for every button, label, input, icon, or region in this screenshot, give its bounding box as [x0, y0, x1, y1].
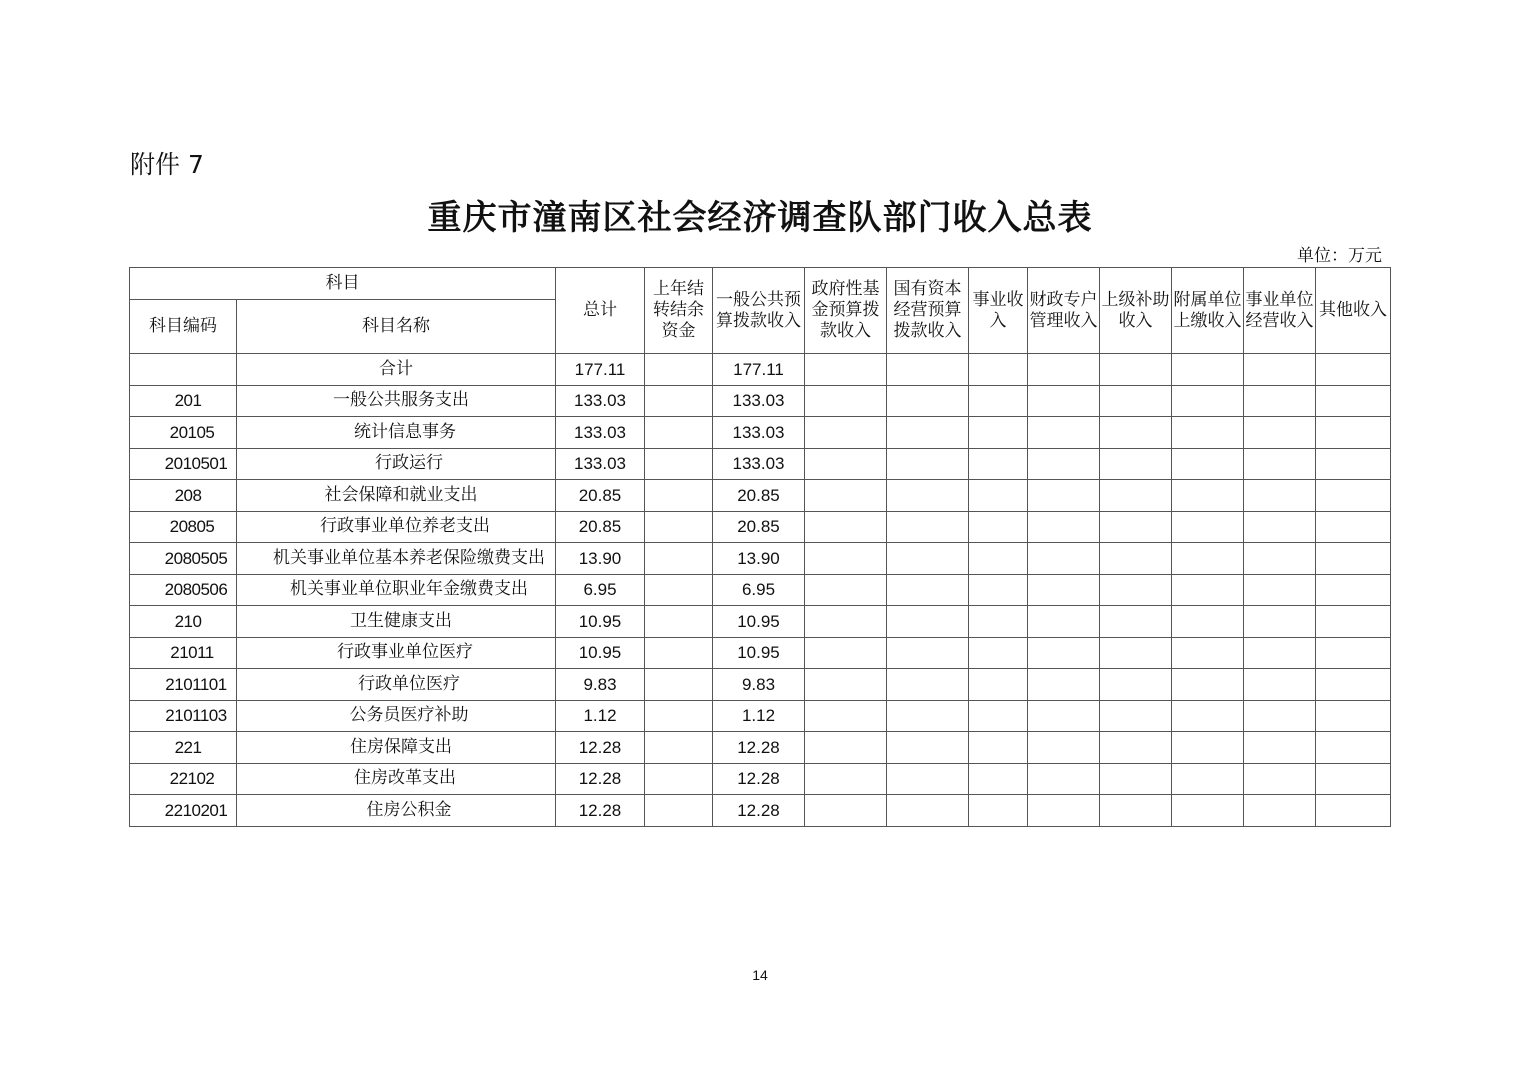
- empty-cell: [1244, 637, 1316, 669]
- table-row: [130, 511, 1391, 543]
- empty-cell: [1100, 574, 1172, 606]
- empty-cell: [969, 385, 1028, 417]
- attachment-label: 附件 7: [130, 150, 204, 179]
- general-budget-cell: 133.03: [713, 385, 805, 417]
- total-cell: 12.28: [556, 732, 645, 764]
- empty-cell: [1316, 669, 1391, 701]
- table-row: [130, 637, 1391, 669]
- general-budget-cell: 12.28: [713, 795, 805, 827]
- table-row: [130, 700, 1391, 732]
- subject-name: 住房保障支出: [237, 732, 556, 764]
- empty-cell: [805, 606, 887, 638]
- empty-cell: [645, 354, 713, 386]
- empty-cell: [1244, 543, 1316, 575]
- empty-cell: [1100, 606, 1172, 638]
- empty-cell: [1100, 511, 1172, 543]
- table-row: [130, 385, 1391, 417]
- general-budget-cell: 10.95: [713, 606, 805, 638]
- empty-cell: [645, 574, 713, 606]
- empty-cell: [1316, 700, 1391, 732]
- subject-code: 208: [130, 480, 237, 512]
- table-row: [130, 795, 1391, 827]
- col-header-gov-fund: 政府性基金预算拨款收入: [805, 268, 887, 354]
- empty-cell: [887, 354, 969, 386]
- total-label: 合计: [237, 354, 556, 386]
- subject-name: 住房改革支出: [237, 763, 556, 795]
- empty-cell: [969, 354, 1028, 386]
- empty-cell: [1028, 763, 1100, 795]
- col-header-affiliated-turnover: 附属单位上缴收入: [1172, 268, 1244, 354]
- table-row: [130, 732, 1391, 764]
- general-budget-cell: 133.03: [713, 448, 805, 480]
- empty-cell: [1316, 417, 1391, 449]
- empty-cell: [805, 480, 887, 512]
- empty-cell: [1316, 606, 1391, 638]
- code-header: 科目编码: [130, 300, 237, 354]
- total-cell: 6.95: [556, 574, 645, 606]
- total-cell: 13.90: [556, 543, 645, 575]
- empty-cell: [805, 448, 887, 480]
- subject-name: 行政单位医疗: [237, 669, 556, 701]
- total-cell: 9.83: [556, 669, 645, 701]
- empty-cell: [1028, 385, 1100, 417]
- empty-cell: [1316, 354, 1391, 386]
- subject-code: 2101103: [130, 700, 237, 732]
- empty-cell: [1028, 354, 1100, 386]
- empty-cell: [805, 732, 887, 764]
- empty-cell: [645, 543, 713, 575]
- empty-cell: [1172, 417, 1244, 449]
- general-budget-cell: 20.85: [713, 480, 805, 512]
- empty-cell: [805, 637, 887, 669]
- empty-cell: [1316, 763, 1391, 795]
- subject-code: 20805: [130, 511, 237, 543]
- total-total-cell: 177.11: [556, 354, 645, 386]
- empty-cell: [1316, 574, 1391, 606]
- empty-cell: [969, 606, 1028, 638]
- general-budget-cell: 9.83: [713, 669, 805, 701]
- empty-cell: [1028, 480, 1100, 512]
- unit-label: 单位：万元: [1297, 246, 1382, 266]
- empty-cell: [1244, 669, 1316, 701]
- table-row: [130, 480, 1391, 512]
- total-cell: 20.85: [556, 511, 645, 543]
- empty-cell: [805, 511, 887, 543]
- empty-cell: [969, 669, 1028, 701]
- subject-code: 22102: [130, 763, 237, 795]
- subject-name: 社会保障和就业支出: [237, 480, 556, 512]
- empty-cell: [1316, 637, 1391, 669]
- empty-cell: [645, 511, 713, 543]
- subject-code: 20105: [130, 417, 237, 449]
- subject-name: 一般公共服务支出: [237, 385, 556, 417]
- empty-cell: [1172, 606, 1244, 638]
- subject-code: 201: [130, 385, 237, 417]
- empty-cell: [887, 606, 969, 638]
- empty-cell: [887, 795, 969, 827]
- empty-cell: [1100, 385, 1172, 417]
- subject-code: 2080506: [130, 574, 237, 606]
- empty-cell: [969, 700, 1028, 732]
- table-row: [130, 669, 1391, 701]
- table-row: [130, 574, 1391, 606]
- empty-cell: [645, 669, 713, 701]
- empty-cell: [1100, 669, 1172, 701]
- empty-cell: [645, 385, 713, 417]
- empty-cell: [805, 417, 887, 449]
- col-header-operating-income: 事业单位经营收入: [1244, 268, 1316, 354]
- empty-cell: [969, 511, 1028, 543]
- empty-cell: [887, 448, 969, 480]
- subject-code: 2101101: [130, 669, 237, 701]
- total-cell: 12.28: [556, 795, 645, 827]
- subject-name: 统计信息事务: [237, 417, 556, 449]
- empty-cell: [887, 574, 969, 606]
- empty-cell: [887, 480, 969, 512]
- general-budget-cell: 20.85: [713, 511, 805, 543]
- total-cell: 12.28: [556, 763, 645, 795]
- empty-cell: [887, 732, 969, 764]
- empty-cell: [1100, 637, 1172, 669]
- empty-cell: [1244, 732, 1316, 764]
- empty-cell: [1172, 732, 1244, 764]
- income-summary-table: [129, 267, 1391, 827]
- empty-cell: [1316, 795, 1391, 827]
- total-cell: 133.03: [556, 448, 645, 480]
- empty-cell: [1244, 606, 1316, 638]
- empty-cell: [645, 480, 713, 512]
- header-row-1: [130, 268, 1391, 300]
- subject-code: 2210201: [130, 795, 237, 827]
- subject-name: 公务员医疗补助: [237, 700, 556, 732]
- col-header-superior-subsidy: 上级补助收入: [1100, 268, 1172, 354]
- empty-cell: [1028, 637, 1100, 669]
- general-budget-cell: 1.12: [713, 700, 805, 732]
- table-row: [130, 763, 1391, 795]
- general-budget-cell: 133.03: [713, 417, 805, 449]
- total-cell: 1.12: [556, 700, 645, 732]
- empty-cell: [1100, 448, 1172, 480]
- empty-cell: [1100, 354, 1172, 386]
- total-code-cell: [130, 354, 237, 386]
- empty-cell: [1244, 354, 1316, 386]
- empty-cell: [969, 574, 1028, 606]
- empty-cell: [805, 543, 887, 575]
- empty-cell: [1100, 543, 1172, 575]
- empty-cell: [1028, 669, 1100, 701]
- empty-cell: [805, 700, 887, 732]
- empty-cell: [1172, 669, 1244, 701]
- empty-cell: [805, 795, 887, 827]
- empty-cell: [1172, 795, 1244, 827]
- empty-cell: [887, 417, 969, 449]
- empty-cell: [1244, 480, 1316, 512]
- empty-cell: [1244, 511, 1316, 543]
- empty-cell: [887, 700, 969, 732]
- empty-cell: [1172, 543, 1244, 575]
- empty-cell: [1244, 700, 1316, 732]
- table-row: [130, 543, 1391, 575]
- empty-cell: [887, 511, 969, 543]
- subject-name: 住房公积金: [237, 795, 556, 827]
- empty-cell: [1172, 480, 1244, 512]
- empty-cell: [1172, 637, 1244, 669]
- general-budget-cell: 6.95: [713, 574, 805, 606]
- general-budget-cell: 12.28: [713, 732, 805, 764]
- empty-cell: [887, 763, 969, 795]
- col-header-state-capital: 国有资本经营预算拨款收入: [887, 268, 969, 354]
- empty-cell: [1172, 448, 1244, 480]
- total-cell: 10.95: [556, 606, 645, 638]
- empty-cell: [645, 448, 713, 480]
- empty-cell: [887, 669, 969, 701]
- empty-cell: [1244, 448, 1316, 480]
- empty-cell: [645, 732, 713, 764]
- empty-cell: [969, 795, 1028, 827]
- empty-cell: [1100, 732, 1172, 764]
- empty-cell: [1100, 700, 1172, 732]
- general-budget-cell: 12.28: [713, 763, 805, 795]
- empty-cell: [969, 732, 1028, 764]
- empty-cell: [887, 543, 969, 575]
- empty-cell: [805, 385, 887, 417]
- total-row: [130, 354, 1391, 386]
- empty-cell: [969, 637, 1028, 669]
- subject-name: 机关事业单位基本养老保险缴费支出: [237, 543, 556, 575]
- empty-cell: [805, 669, 887, 701]
- empty-cell: [645, 700, 713, 732]
- empty-cell: [1028, 448, 1100, 480]
- empty-cell: [1028, 732, 1100, 764]
- empty-cell: [805, 354, 887, 386]
- empty-cell: [1028, 574, 1100, 606]
- empty-cell: [645, 763, 713, 795]
- subject-code: 210: [130, 606, 237, 638]
- empty-cell: [969, 543, 1028, 575]
- empty-cell: [1316, 448, 1391, 480]
- empty-cell: [1244, 417, 1316, 449]
- general-budget-cell: 10.95: [713, 637, 805, 669]
- empty-cell: [1172, 700, 1244, 732]
- empty-cell: [1100, 480, 1172, 512]
- total-general-budget-cell: 177.11: [713, 354, 805, 386]
- empty-cell: [969, 417, 1028, 449]
- empty-cell: [1100, 795, 1172, 827]
- name-header: 科目名称: [237, 300, 556, 354]
- empty-cell: [805, 763, 887, 795]
- empty-cell: [1028, 700, 1100, 732]
- table-row: [130, 448, 1391, 480]
- empty-cell: [887, 637, 969, 669]
- empty-cell: [1028, 795, 1100, 827]
- page-title: 重庆市潼南区社会经济调查队部门收入总表: [427, 198, 1093, 238]
- empty-cell: [1028, 606, 1100, 638]
- empty-cell: [645, 795, 713, 827]
- empty-cell: [1244, 385, 1316, 417]
- empty-cell: [645, 606, 713, 638]
- subject-name: 卫生健康支出: [237, 606, 556, 638]
- page-number: 14: [752, 967, 768, 983]
- total-cell: 20.85: [556, 480, 645, 512]
- col-header-total: 总计: [556, 268, 645, 354]
- empty-cell: [805, 574, 887, 606]
- empty-cell: [1316, 511, 1391, 543]
- empty-cell: [887, 385, 969, 417]
- empty-cell: [1028, 417, 1100, 449]
- empty-cell: [969, 480, 1028, 512]
- total-cell: 10.95: [556, 637, 645, 669]
- total-cell: 133.03: [556, 385, 645, 417]
- empty-cell: [1172, 574, 1244, 606]
- subject-code: 2010501: [130, 448, 237, 480]
- col-header-other-income: 其他收入: [1316, 268, 1391, 354]
- empty-cell: [1316, 543, 1391, 575]
- subject-name: 行政运行: [237, 448, 556, 480]
- empty-cell: [1244, 795, 1316, 827]
- subject-code: 221: [130, 732, 237, 764]
- empty-cell: [1244, 574, 1316, 606]
- empty-cell: [1316, 732, 1391, 764]
- empty-cell: [1172, 354, 1244, 386]
- subject-name: 行政事业单位养老支出: [237, 511, 556, 543]
- col-header-prev-balance: 上年结转结余资金: [645, 268, 713, 354]
- empty-cell: [1316, 480, 1391, 512]
- empty-cell: [1028, 543, 1100, 575]
- subject-name: 行政事业单位医疗: [237, 637, 556, 669]
- empty-cell: [1172, 385, 1244, 417]
- empty-cell: [1316, 385, 1391, 417]
- col-header-fiscal-special: 财政专户管理收入: [1028, 268, 1100, 354]
- table-row: [130, 606, 1391, 638]
- subject-code: 2080505: [130, 543, 237, 575]
- subject-code: 21011: [130, 637, 237, 669]
- total-cell: 133.03: [556, 417, 645, 449]
- empty-cell: [1244, 763, 1316, 795]
- subject-name: 机关事业单位职业年金缴费支出: [237, 574, 556, 606]
- empty-cell: [969, 763, 1028, 795]
- general-budget-cell: 13.90: [713, 543, 805, 575]
- empty-cell: [1172, 511, 1244, 543]
- empty-cell: [1028, 511, 1100, 543]
- empty-cell: [1172, 763, 1244, 795]
- empty-cell: [1100, 763, 1172, 795]
- col-header-business-income: 事业收入: [969, 268, 1028, 354]
- col-header-general-budget: 一般公共预算拨款收入: [713, 268, 805, 354]
- empty-cell: [645, 417, 713, 449]
- empty-cell: [645, 637, 713, 669]
- empty-cell: [969, 448, 1028, 480]
- subject-group-header: 科目: [130, 268, 556, 300]
- table-row: [130, 417, 1391, 449]
- empty-cell: [1100, 417, 1172, 449]
